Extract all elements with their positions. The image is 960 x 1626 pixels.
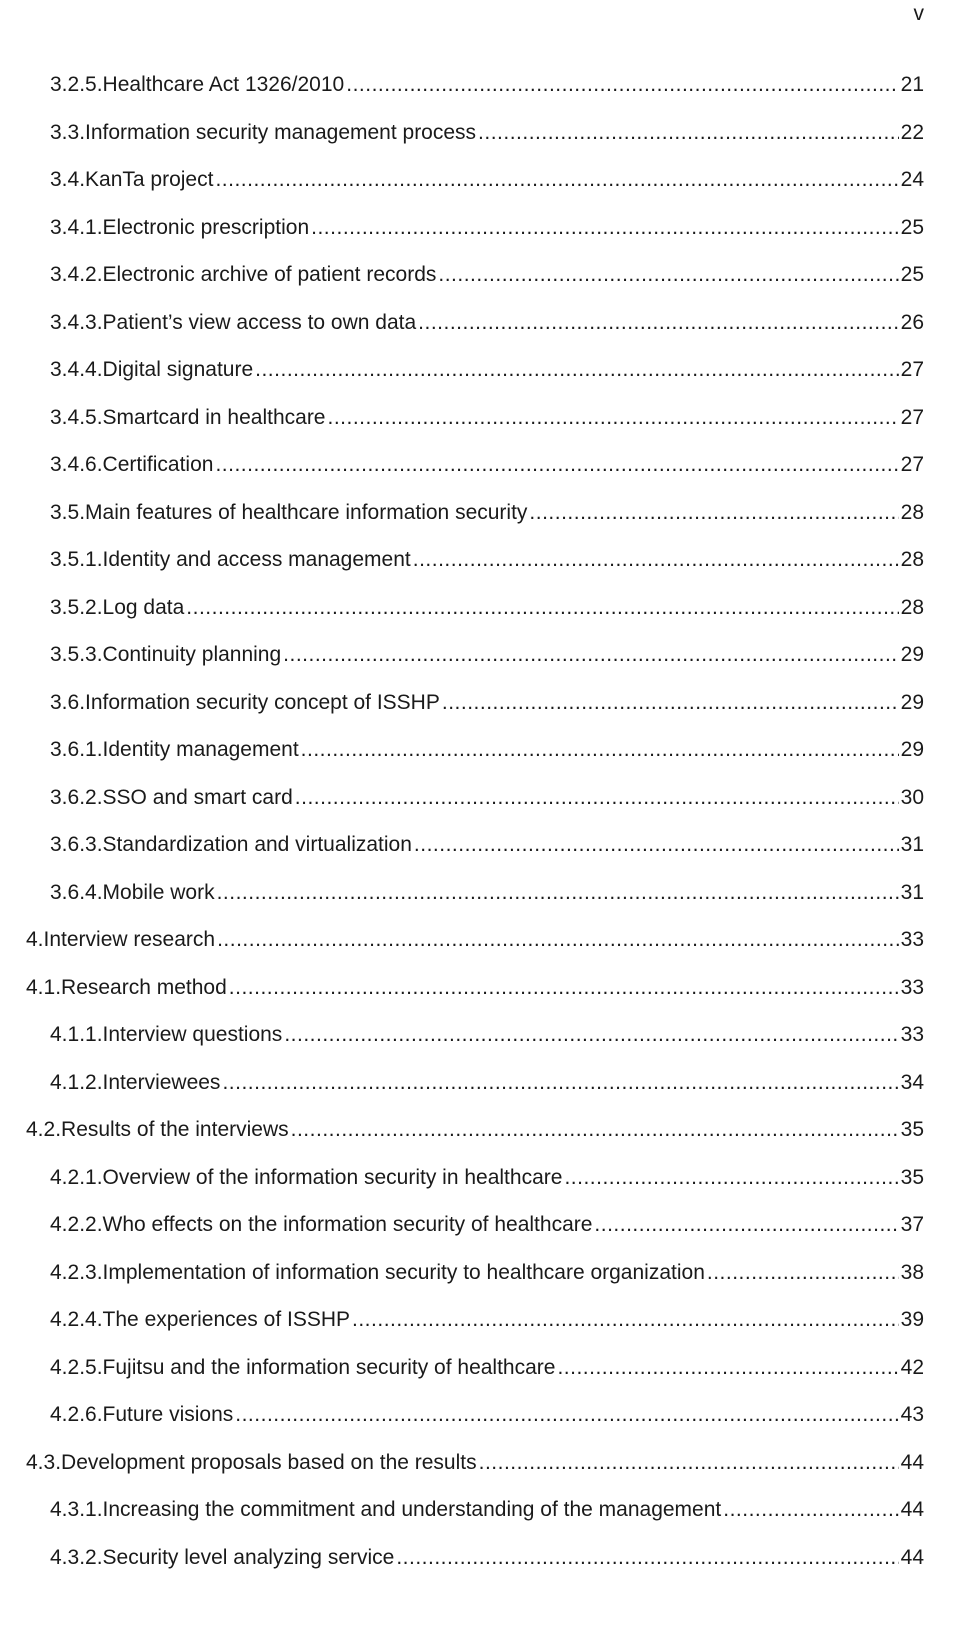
toc-entry[interactable] — [50, 1018, 924, 1052]
dot-leader — [217, 923, 899, 957]
toc-entry-page: 38 — [900, 1260, 924, 1284]
toc-entry[interactable] — [50, 876, 924, 910]
dot-leader — [723, 1493, 898, 1527]
toc-entry-title: Electronic archive of patient records — [102, 263, 437, 286]
toc-entry[interactable] — [50, 733, 924, 767]
toc-entry-page: 21 — [900, 73, 924, 96]
dot-leader — [301, 733, 899, 767]
dot-leader — [255, 353, 899, 387]
toc-entry-page: 29 — [900, 690, 924, 714]
dot-leader — [295, 781, 899, 815]
toc-entry-page: 22 — [900, 120, 924, 144]
dot-leader — [442, 686, 899, 720]
toc-entry-page: 43 — [900, 1403, 924, 1426]
dot-leader — [215, 163, 898, 197]
toc-entry-title: Development proposals based on the results — [61, 1450, 477, 1474]
toc-entry-page: 31 — [900, 880, 924, 904]
dot-leader — [346, 68, 898, 102]
toc-entry-page: 27 — [900, 453, 924, 476]
toc-entry-number: 4.1. — [26, 975, 62, 999]
toc-entry-page: 33 — [900, 975, 924, 999]
toc-entry[interactable] — [50, 116, 924, 150]
toc-entry[interactable] — [50, 686, 924, 720]
toc-entry-title: Increasing the commitment and understanding of the management — [102, 1498, 722, 1521]
toc-entry-title: Certification — [102, 453, 214, 476]
toc-entry[interactable] — [50, 496, 924, 530]
toc-entry-number: 3.5.1. — [50, 548, 103, 571]
toc-entry-title: Overview of the information security in healthcare — [102, 1165, 563, 1189]
toc-entry-number: 3.4.3. — [50, 310, 103, 334]
toc-entry-number: 3.5.2. — [50, 595, 103, 619]
dot-leader — [594, 1208, 898, 1242]
dot-leader — [564, 1161, 898, 1195]
toc-entry-title: Future visions — [102, 1403, 234, 1426]
toc-entry-page: 42 — [900, 1355, 924, 1379]
dot-leader — [478, 116, 899, 150]
dot-leader — [438, 258, 898, 292]
toc-entry-title: Information security management process — [85, 120, 477, 144]
toc-entry[interactable] — [50, 306, 924, 340]
toc-entry-number: 3.6.4. — [50, 880, 103, 904]
toc-entry-title: Main features of healthcare information security — [85, 500, 528, 524]
toc-entry[interactable] — [50, 448, 924, 482]
dot-leader — [352, 1303, 899, 1337]
dot-leader — [229, 971, 899, 1005]
toc-entry-title: Interview questions — [102, 1023, 283, 1046]
toc-entry-page: 39 — [900, 1308, 924, 1331]
toc-entry-page: 24 — [900, 168, 924, 191]
dot-leader — [707, 1256, 899, 1290]
toc-entry-number: 3.4.1. — [50, 215, 103, 239]
toc-entry[interactable] — [50, 163, 924, 197]
toc-entry[interactable] — [50, 1066, 924, 1100]
toc-entry-title: Research method — [61, 975, 227, 999]
toc-entry-number: 3.6. — [50, 690, 86, 714]
toc-entry[interactable] — [50, 1256, 924, 1290]
toc-entry-page: 44 — [900, 1498, 924, 1521]
dot-leader — [557, 1351, 898, 1385]
toc-entry-page: 34 — [900, 1070, 924, 1094]
toc-entry-number: 4.2. — [26, 1118, 62, 1141]
toc-entry-number: 4.2.5. — [50, 1355, 103, 1379]
toc-entry-number: 3.5.3. — [50, 643, 103, 666]
toc-entry-page: 25 — [900, 263, 924, 286]
toc-entry[interactable] — [26, 1446, 924, 1480]
toc-entry-number: 3.4.4. — [50, 358, 103, 381]
toc-entry-title: KanTa project — [85, 168, 214, 191]
toc-entry-title: Implementation of information security to healthcare organization — [102, 1260, 705, 1284]
dot-leader — [414, 828, 899, 862]
toc-entry-page: 35 — [900, 1165, 924, 1189]
dot-leader — [311, 211, 899, 245]
toc-entry-page: 25 — [900, 215, 924, 239]
toc-entry-number: 3.6.2. — [50, 785, 103, 809]
toc-entry[interactable] — [50, 638, 924, 672]
toc-entry-number: 3.4.5. — [50, 405, 103, 429]
toc-entry[interactable] — [50, 258, 924, 292]
toc-entry-title: Who effects on the information security of healthcare — [102, 1213, 593, 1236]
dot-leader — [418, 306, 898, 340]
dot-leader — [479, 1446, 899, 1480]
toc-entry-page: 35 — [900, 1118, 924, 1141]
toc-entry-number: 3.4.2. — [50, 263, 103, 286]
toc-entry-title: Identity and access management — [102, 548, 411, 571]
dot-leader — [529, 496, 898, 530]
toc-entry[interactable] — [50, 781, 924, 815]
toc-entry-page: 28 — [900, 548, 924, 571]
toc-entry[interactable] — [50, 1208, 924, 1242]
toc-entry-title: Results of the interviews — [61, 1118, 289, 1141]
dot-leader — [291, 1113, 899, 1147]
toc-entry[interactable] — [50, 211, 924, 245]
toc-entry-number: 4.2.4. — [50, 1308, 103, 1331]
toc-entry-title: The experiences of ISSHP — [102, 1308, 351, 1331]
toc-entry-number: 4.1.1. — [50, 1023, 103, 1046]
dot-leader — [284, 1018, 898, 1052]
toc-entry[interactable] — [26, 971, 924, 1005]
dot-leader — [396, 1541, 898, 1575]
toc-entry-title: Mobile work — [102, 880, 215, 904]
toc-entry-page: 31 — [900, 833, 924, 856]
toc-entry-page: 27 — [900, 405, 924, 429]
toc-entry-title: Fujitsu and the information security of healthcare — [102, 1355, 556, 1379]
toc-entry-title: Interview research — [43, 928, 216, 951]
toc-entry-page: 33 — [900, 1023, 924, 1046]
toc-entry-number: 3.5. — [50, 500, 86, 524]
toc-entry[interactable] — [50, 543, 924, 577]
toc-entry-title: Identity management — [102, 738, 299, 761]
toc-entry-page: 26 — [900, 310, 924, 334]
toc-entry-title: SSO and smart card — [102, 785, 293, 809]
toc-entry-title: Log data — [102, 595, 185, 619]
toc-entry-number: 4. — [26, 928, 44, 951]
toc-entry-page: 44 — [900, 1545, 924, 1569]
toc-entry-number: 3.2.5. — [50, 73, 103, 96]
dot-leader — [186, 591, 898, 625]
toc-entry[interactable] — [26, 923, 924, 957]
toc-entry[interactable] — [26, 1113, 924, 1147]
toc-entry-number: 4.2.3. — [50, 1260, 103, 1284]
toc-entry-page: 27 — [900, 358, 924, 381]
toc-entry[interactable] — [50, 1351, 924, 1385]
toc-entry-page: 33 — [900, 928, 924, 951]
dot-leader — [413, 543, 899, 577]
toc-entry-title: Digital signature — [102, 358, 254, 381]
toc-entry-number: 4.2.6. — [50, 1403, 103, 1426]
toc-entry-number: 4.3.1. — [50, 1498, 103, 1521]
toc-entry-page: 29 — [900, 643, 924, 666]
toc-entry[interactable] — [50, 68, 924, 102]
toc-entry[interactable] — [50, 1398, 924, 1432]
toc-entry-title: Electronic prescription — [102, 215, 310, 239]
toc-entry-number: 4.3. — [26, 1450, 62, 1474]
toc-entry[interactable] — [50, 353, 924, 387]
toc-entry[interactable] — [50, 1303, 924, 1337]
toc-entry-page: 44 — [900, 1450, 924, 1474]
toc-entry-number: 3.4.6. — [50, 453, 103, 476]
dot-leader — [235, 1398, 898, 1432]
toc-entry-number: 3.6.1. — [50, 738, 103, 761]
dot-leader — [283, 638, 898, 672]
toc-entry-title: Information security concept of ISSHP — [85, 690, 440, 714]
toc-entry-title: Security level analyzing service — [102, 1545, 395, 1569]
dot-leader — [222, 1066, 898, 1100]
toc-entry-title: Continuity planning — [102, 643, 282, 666]
toc-entry-number: 4.2.1. — [50, 1165, 103, 1189]
toc-entry-number: 4.1.2. — [50, 1070, 103, 1094]
toc-entry-number: 3.3. — [50, 120, 86, 144]
toc-entry[interactable] — [50, 591, 924, 625]
toc-entry-number: 3.6.3. — [50, 833, 103, 856]
toc-entry-page: 28 — [900, 595, 924, 619]
toc-entry[interactable] — [50, 401, 924, 435]
dot-leader — [217, 876, 899, 910]
toc-entry-page: 37 — [900, 1213, 924, 1236]
toc-entry-title: Interviewees — [102, 1070, 221, 1094]
toc-entry-title: Standardization and virtualization — [102, 833, 412, 856]
toc-entry[interactable] — [50, 1161, 924, 1195]
toc-entry[interactable] — [50, 828, 924, 862]
dot-leader — [215, 448, 898, 482]
toc-entry-number: 4.2.2. — [50, 1213, 103, 1236]
toc-entry-page: 30 — [900, 785, 924, 809]
toc-entry-page: 29 — [900, 738, 924, 761]
toc-entry-number: 3.4. — [50, 168, 86, 191]
toc-entry-title: Smartcard in healthcare — [102, 405, 326, 429]
toc-entry-page: 28 — [900, 500, 924, 524]
toc-entry-number: 4.3.2. — [50, 1545, 103, 1569]
toc-entry-title: Patient’s view access to own data — [102, 310, 417, 334]
dot-leader — [328, 401, 899, 435]
page-number: v — [913, 2, 924, 25]
toc-entry[interactable] — [50, 1493, 924, 1527]
toc-entry-title: Healthcare Act 1326/2010 — [102, 73, 345, 96]
toc-entry[interactable] — [50, 1541, 924, 1575]
